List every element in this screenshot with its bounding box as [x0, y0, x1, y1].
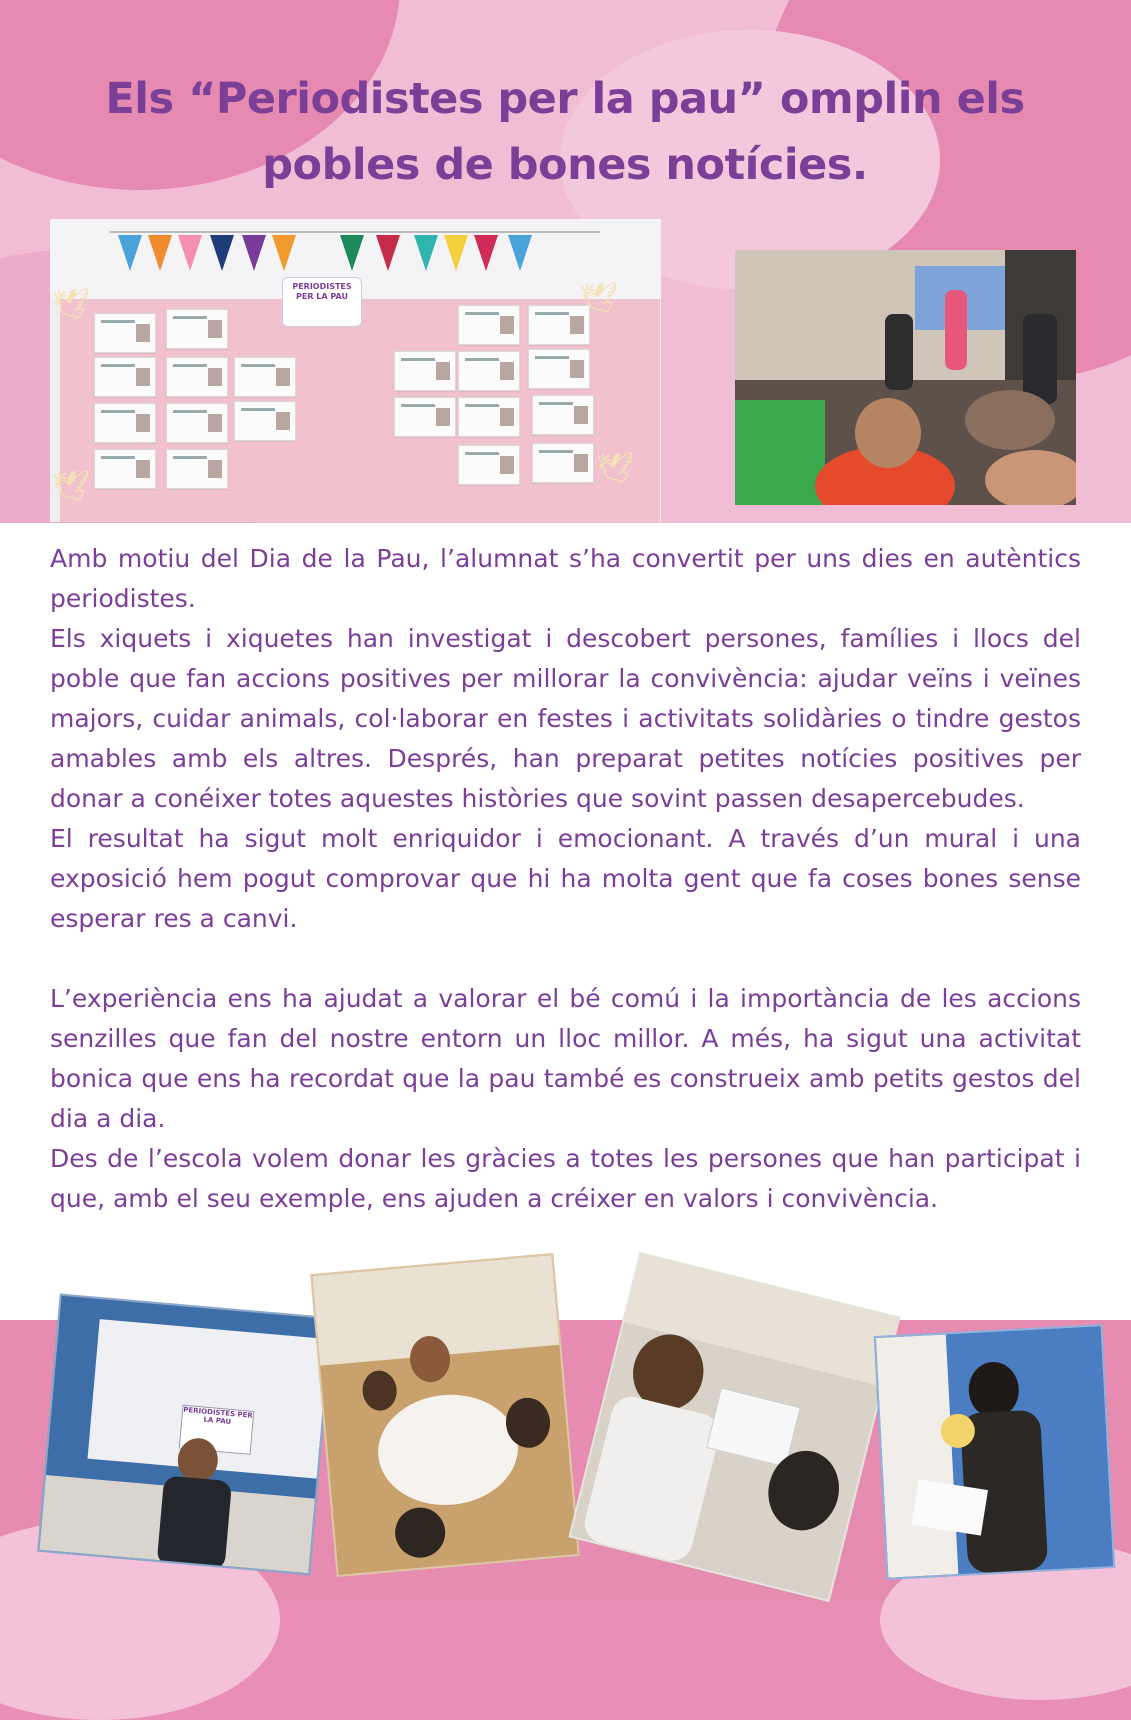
news-sheet: [166, 449, 228, 489]
news-sheet: [94, 449, 156, 489]
article-section: [0, 523, 1131, 1320]
page-title: [40, 66, 1090, 198]
bunting-flag: [444, 235, 468, 271]
paragraph: L’experiència ens ha ajudat a valorar el bé comú i la importància de les accions senzilles que fan del nostre entorn un lloc millor. A més, ha sigut una activitat bonica que ens ha recordat que la pau també es construeix amb petits gestos del dia a dia.: [50, 984, 1081, 1133]
child-back: [581, 1393, 724, 1565]
child-back: [965, 390, 1055, 450]
news-sheet: [458, 397, 520, 437]
bunting-flag: [210, 235, 234, 271]
exhibition-photo: [37, 1294, 333, 1576]
bunting-flag: [340, 235, 364, 271]
news-sheet: [528, 349, 590, 389]
bunting-flag: [272, 235, 296, 271]
news-sheet: [394, 351, 456, 391]
bunting-flag: [118, 235, 142, 271]
paragraph: Des de l’escola volem donar les gràcies a totes les persones que han participat i que, amb el seu exemple, ens ajuden a créixer en valors i convivència.: [50, 1144, 1081, 1213]
news-sheet: [94, 313, 156, 353]
green-chairs: [735, 400, 825, 505]
dove-icon: 🕊: [596, 451, 635, 486]
child-head: [361, 1369, 398, 1412]
news-sheet: [94, 403, 156, 443]
teacher: [885, 314, 913, 390]
title-line-1: Els “Periodistes per la pau” omplin els: [105, 74, 1025, 124]
bunting-flag: [414, 235, 438, 271]
news-sheet: [234, 401, 296, 441]
paragraph: Els xiquets i xiquetes han investigat i descobert persones, famílies i llocs del poble que fan accions positives per millorar la convivència: ajudar veïns i veïnes majors, cuidar animals, col·laborar en festes i activitats solidàries o tindre gestos amables amb els altres. Després, han preparat petites notícies positives per donar a conéixer totes aquestes històries que sovint passen desapercebudes.: [50, 624, 1081, 813]
dove-icon: 🕊: [52, 287, 91, 322]
child-head: [855, 398, 921, 468]
paragraph: Amb motiu del Dia de la Pau, l’alumnat s’ha convertit per uns dies en autèntics periodistes.: [50, 544, 1081, 613]
mural-photo: [50, 219, 661, 522]
student-reading: [945, 290, 967, 370]
student-portrait-photo: [874, 1324, 1115, 1580]
child-back: [985, 450, 1076, 505]
news-sheet: [532, 395, 594, 435]
news-sheet: [394, 397, 456, 437]
dove-icon: 🕊: [52, 469, 91, 504]
paragraph: El resultat ha sigut molt enriquidor i emocionant. A través d’un mural i una exposició hem pogut comprovar que hi ha molta gent que fa coses bones sense esperar res a canvi.: [50, 824, 1081, 933]
news-sheet: [166, 309, 228, 349]
bunting-flag: [178, 235, 202, 271]
child-reading: [157, 1475, 233, 1571]
bunting-flag: [148, 235, 172, 271]
news-sheet: [458, 445, 520, 485]
dove-icon: 🕊: [580, 281, 619, 316]
classroom-photo: [735, 250, 1076, 505]
bunting-flag: [242, 235, 266, 271]
bunting-flag: [376, 235, 400, 271]
article-body: [50, 539, 1081, 1219]
teacher: [1023, 314, 1057, 404]
title-line-2: pobles de bones notícies.: [262, 140, 868, 190]
classroom-work-photo: [310, 1253, 580, 1577]
mural-badge: PERIODISTES PER LA PAU: [282, 277, 362, 327]
bunting-flag: [474, 235, 498, 271]
bunting-flag: [508, 235, 532, 271]
news-sheet: [234, 357, 296, 397]
child-head: [393, 1506, 447, 1560]
news-sheet: [94, 357, 156, 397]
mural-badge: PERIODISTES PER LA PAU: [179, 1405, 255, 1455]
news-sheet: [166, 357, 228, 397]
news-sheet: [458, 351, 520, 391]
news-sheet: [458, 305, 520, 345]
news-sheet: [532, 443, 594, 483]
news-sheet: [166, 403, 228, 443]
round-table: [374, 1389, 523, 1511]
